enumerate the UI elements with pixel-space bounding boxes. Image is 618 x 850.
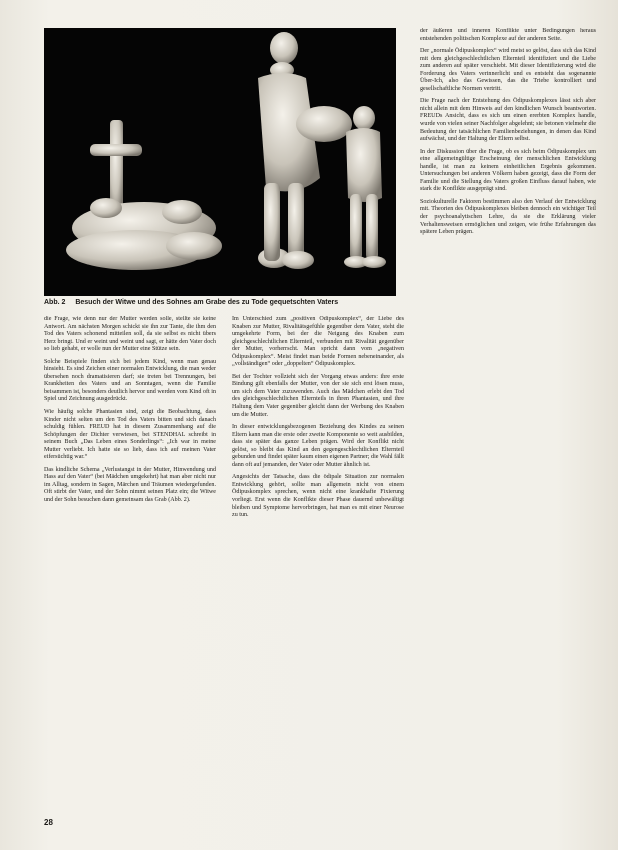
page-number: 28 [44,818,53,827]
paragraph: Das kindliche Schema „Verlustangst in der Mutter, Hinwendung und Hass auf den Vater“ (bei Mädchen umgekehrt) hat man aber nicht nur im Alltag, sondern in Sagen, Märchen und Träumen wiedergefunden. Oft stirbt der Vater, und der Sohn nimmt seinen Platz ein; die Witwe und der Sohn besuchen dann gemeinsam das Grab (Abb. 2). [44,466,216,504]
paragraph: Im Unterschied zum „positiven Ödipuskomplex“, der Liebe des Knaben zur Mutter, Rivalitätsgefühle gegenüber dem Vater, steht die umgekehrte Form, bei der die Neigung des Knaben zum gleichgeschlechtlichen Elternteil, verbunden mit Rivalität gegenüber der Mutter, vorherrscht. Man spricht dann vom „negativen Ödipuskomplex“. Meist findet man beide Formen nebeneinander, als „vollständigen“ oder „doppelten“ Ödipuskomplex. [232,316,404,368]
paragraph: In dieser entwicklungsbezogenen Beziehung des Kindes zu seinen Eltern kann man die erste oder zweite Komponente so weit ausbilden, dass sie später das ganze Leben prägen. Wird der Konflikt nicht gelöst, so bleibt das Kind an den gegengeschlechtlichen Elternteil gebunden und findet später kaum einen eigenen Partner; die Wahl fällt dann oft auf jemanden, der Vater oder Mutter ähnlich ist. [232,424,404,468]
paragraph: Der „normale Ödipuskomplex“ wird meist so gelöst, dass sich das Kind mit dem gleichgeschlechtlichen Elternteil identifiziert und die Liebe zum anderen auf später verschiebt. Mit dieser Identifizierung wird die Forderung des Vaters verinnerlicht und es entsteht das sogenannte Über-Ich, also das Gewissen, das die Triebe kontrolliert und gesellschaftliche Normen vertritt. [420,48,596,92]
figure-caption-text: Besuch der Witwe und des Sohnes am Grabe des zu Tode gequetschten Vaters [75,299,339,306]
paragraph: der äußeren und inneren Konflikte unter Bedingungen heraus entstehenden politischen Komplexe auf der anderen Seite. [420,28,596,42]
paragraph: In der Diskussion über die Frage, ob es sich beim Ödipuskomplex um eine allgemeingültige Erscheinung der menschlichen Entwicklung handle, ist man zu keinem einheitlichen Ergebnis gekommen. Untersuchungen bei anderen Völkern haben gezeigt, dass die Form der Familie und die Stellung des Vaters großen Einfluss darauf haben, wie stark die Konflikte ausgeprägt sind. [420,148,596,193]
sculpture-photo-illustration [44,28,396,296]
paragraph: Die Frage nach der Entstehung des Ödipuskomplexes lässt sich aber nicht allein mit dem Hinweis auf den kindlichen Wunsch beantworten. FREUDs Ansicht, dass es sich um einen ererbten Komplex handle, wurde von vielen seiner Nachfolger abgelehnt; sie betonen vielmehr die Bedeutung der tatsächlichen Familienbeziehungen, in denen das Kind aufwächst, und der Haltung der Eltern selbst. [420,98,596,143]
paragraph: Bei der Tochter vollzieht sich der Vorgang etwas anders: ihre erste Bindung gilt ebenfalls der Mutter, von der sie sich erst lösen muss, um sich dem Vater zuzuwenden. Auch das Mädchen erlebt den Tod des gleichgeschlechtlichen Elternteils in ihren Phantasien, und ihre Haltung dem Vater gegenüber gleicht dann der Werbung des Knaben um die Mutter. [232,373,404,418]
paragraph: Angesichts der Tatsache, dass die ödipale Situation zur normalen Entwicklung gehört, sollte man allgemein nicht von einem Ödipuskomplex sprechen, wenn nicht eine krankhafte Fixierung vorliegt. Erst wenn die Konflikte dieser Phase dauernd unbewältigt bleiben und Symptome hervorbringen, hat man es mit einer Neurose zu tun. [232,474,404,519]
figure-caption [44,298,396,307]
figure-photo [44,28,396,296]
text-column-1 [44,316,216,836]
paragraph: die Frage, wie denn nur der Mutter werden solle, stellte sie keine Antwort. Am nächsten Morgen schickt sie ihn zur Tante, die ihm den Tod des Vaters schonend mitteilen soll, da sie selbst es nicht übers Herz bringt. Und er weint und weint und sagt, er hätte den Vater doch so lieb gehabt, er wolle nun der Mutter eine Stütze sein. [44,316,216,353]
text-column-2 [232,316,404,836]
paragraph: Wie häufig solche Phantasien sind, zeigt die Beobachtung, dass Kinder nicht selten um den Tod des Vaters bitten und sich danach schuldig fühlen. FREUD hat in diesem Zusammenhang auf die Schöpfungen der Dichter verwiesen, bei STENDHAL schreibt in seinem Buch „Das Leben eines Sonderlings“: „Ich war in meine Mutter verliebt. Ich hatte sie so lieb, dass ich auf meinen Vater eifersüchtig war.“ [44,409,216,461]
paragraph: Solche Beispiele finden sich bei jedem Kind, wenn man genau hinsieht. Es sind Zeichen einer normalen Entwicklung, die man weder übersehen noch dramatisieren darf; sie treten bei Trennungen, bei Krankheiten des Vaters und an Sonntagen, wenn die Familie beisammen ist, besonders deutlich hervor und werden vom Kind oft in Spiel und Zeichnung ausgedrückt. [44,358,216,403]
paragraph: Soziokulturelle Faktoren bestimmen also den Verlauf der Entwicklung mit. Theorien des Ödipuskomplexes bleiben dennoch ein wichtiger Teil der psychoanalytischen Lehre, da sie die Erklärung vieler Verhaltensweisen ermöglichen und zeigen, wie frühe Erfahrungen das spätere Leben prägen. [420,198,596,236]
text-column-3 [420,28,596,836]
figure-label: Abb. 2 [44,299,66,306]
